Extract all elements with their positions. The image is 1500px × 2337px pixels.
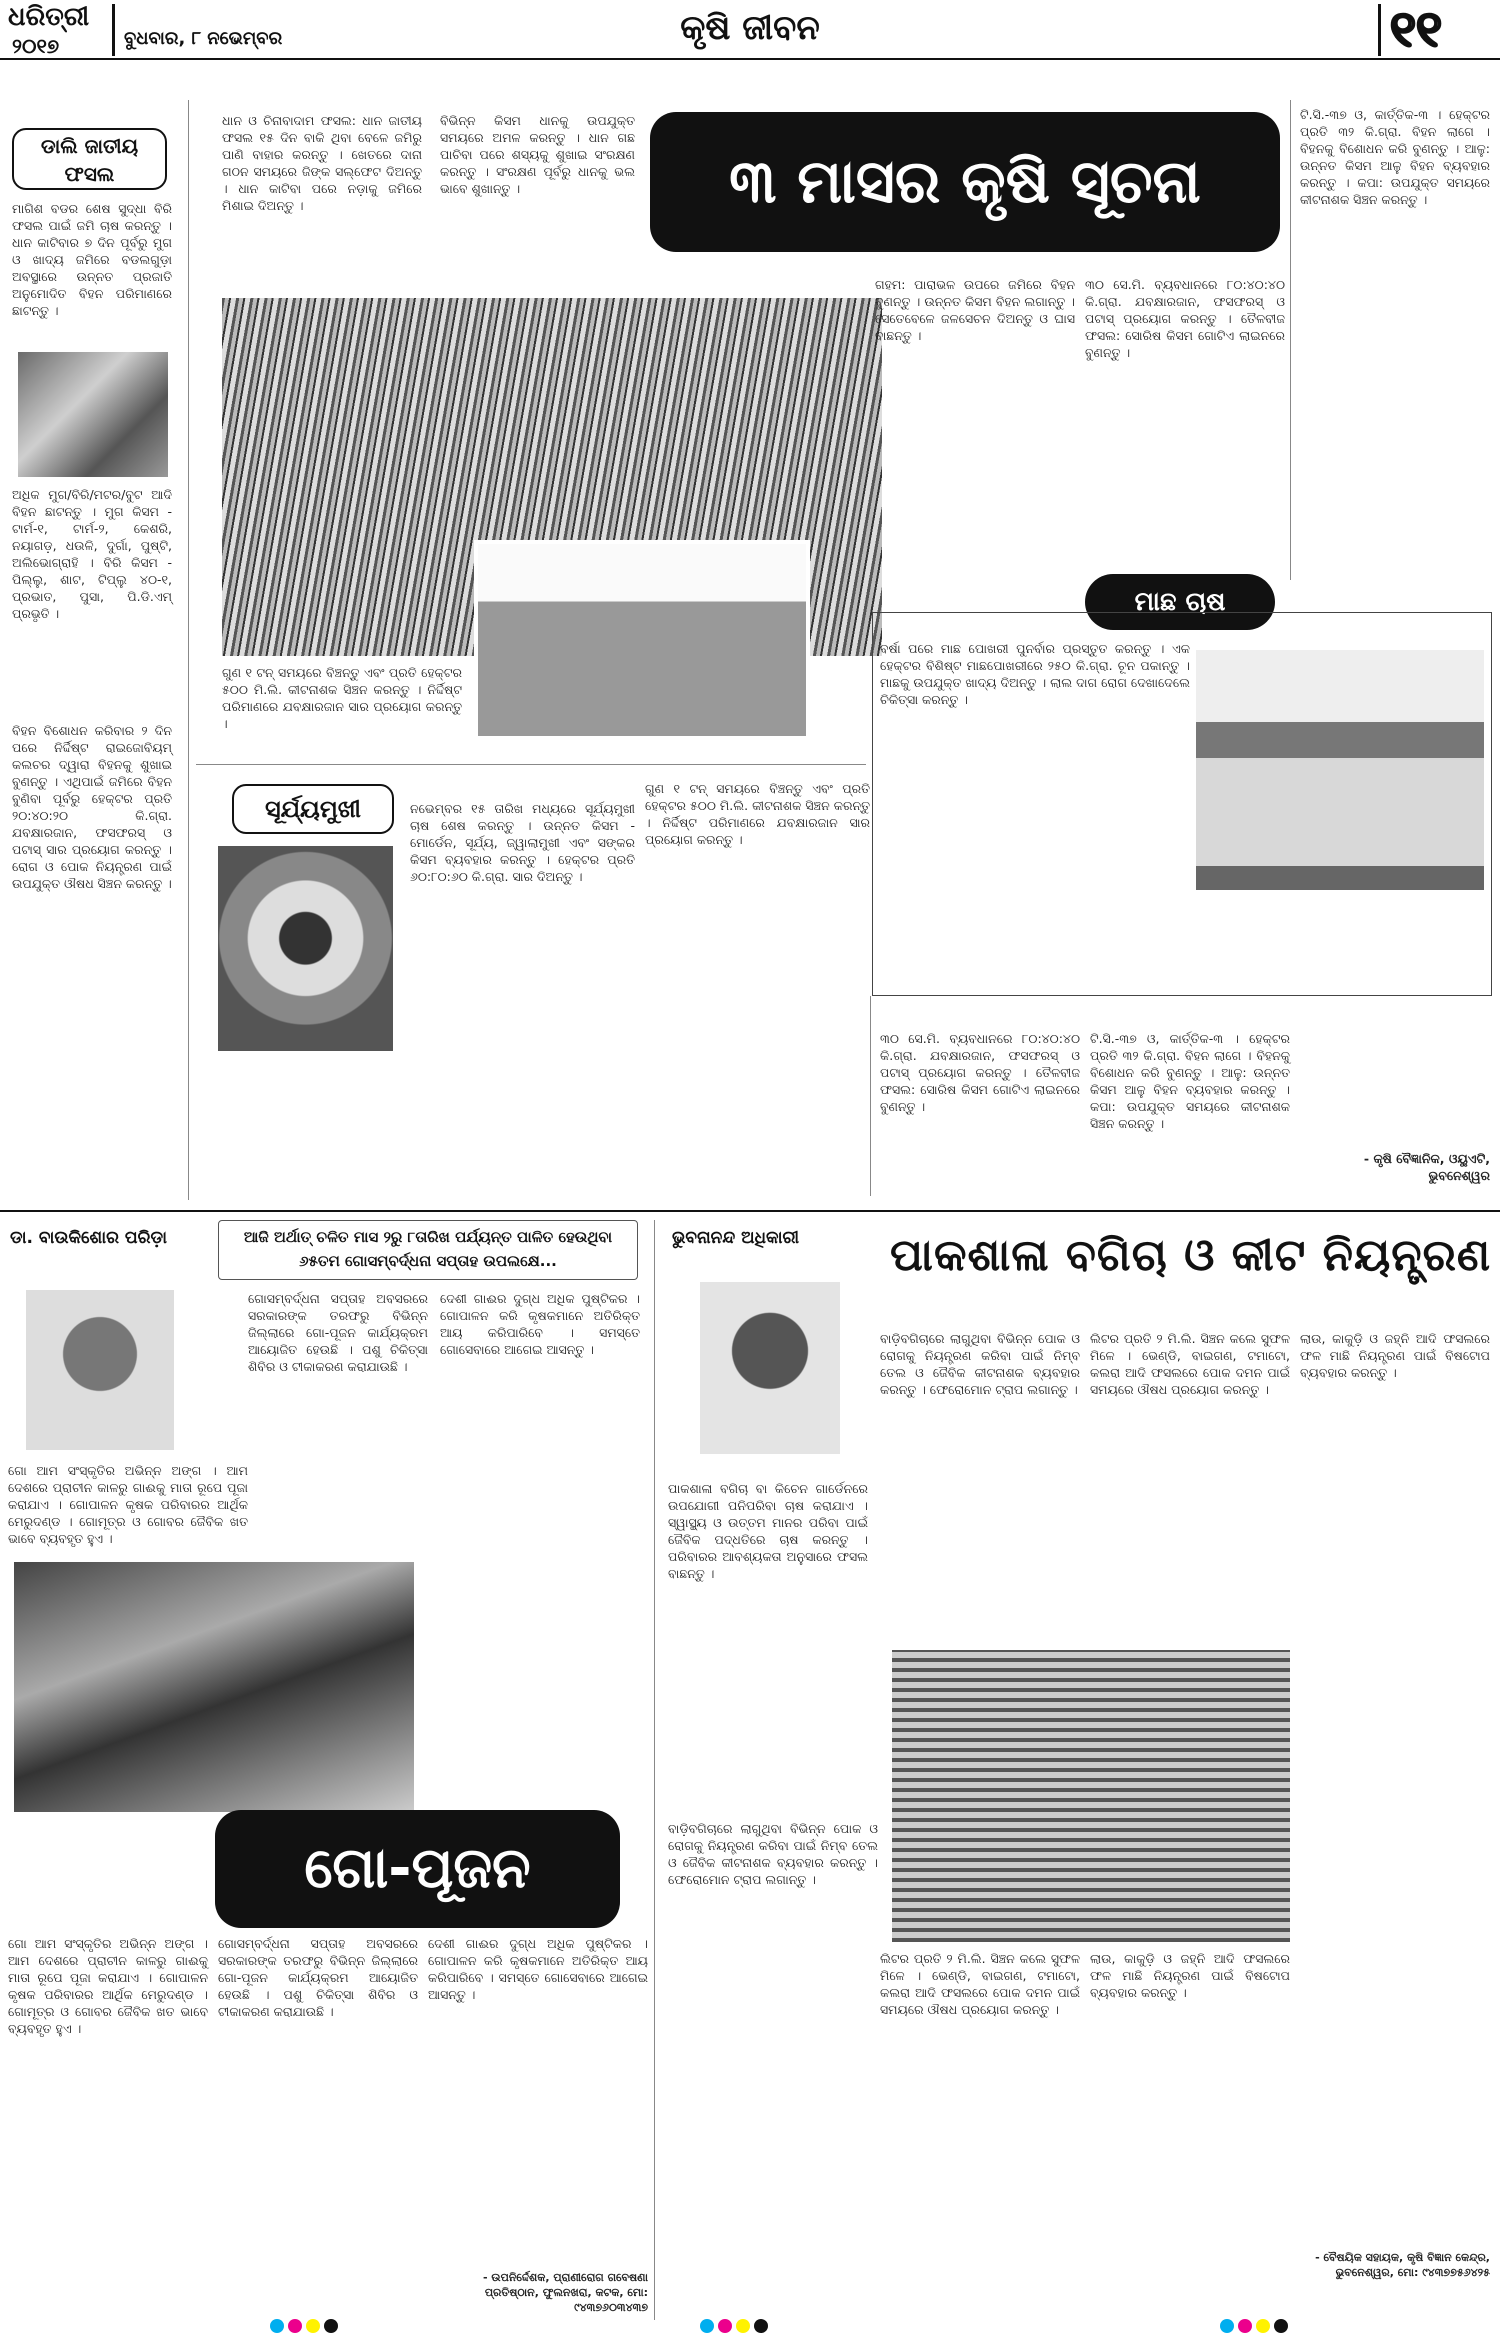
kitchen-text-7-bind: ଲାଉ, କାକୁଡ଼ି ଓ ଜହ୍ନି ଆଦି ଫସଲରେ ଫଳ ମାଛି ନିୟନ୍ତ୍ରଣ ପାଇଁ ବିଷଟୋପ ବ୍ୟବହାର କରନ୍ତୁ । bbox=[1090, 1951, 1290, 2000]
section-name: କୃଷି ଜୀବନ bbox=[680, 8, 820, 48]
kitchen-text-6-bind: ଲିଟର ପ୍ରତି ୨ ମି.ଲି. ସିଞ୍ଚନ କଲେ ସୁଫଳ ମିଳେ । ଭେଣ୍ଡି, ବାଇଗଣ, ଟମାଟୋ, କଲରା ଆଦି ଫସଲରେ ପୋକ ଦମନ ପାଇଁ ସମୟରେ ଔଷଧ ପ୍ରୟୋଗ କରନ୍ତୁ । bbox=[880, 1951, 1080, 2017]
fish-text: ବର୍ଷା ପରେ ମାଛ ପୋଖରୀ ପୁନର୍ବାର ପ୍ରସ୍ତୁତ କରନ୍ତୁ । ଏକ ହେକ୍ଟର ବିଶିଷ୍ଟ ମାଛପୋଖରୀରେ ୨୫୦ କି.ଗ୍ରା. ଚୂନ ପକାନ୍ତୁ । ମାଛକୁ ଉପଯୁକ୍ତ ଖାଦ୍ୟ ଦିଅନ୍ତୁ । ଲାଲ ଦାଗ ରୋଗ ଦେଖାଦେଲେ ଚିକିତ୍ସା କରନ୍ତୁ । bbox=[880, 641, 1190, 707]
fish-label: ମାଛ ଚାଷ bbox=[1134, 587, 1226, 617]
col-rule-6 bbox=[1290, 100, 1291, 580]
gopujan-text-6 bbox=[428, 1935, 648, 2265]
fish-pond-photo bbox=[1196, 650, 1484, 890]
sunflower-photo bbox=[218, 846, 393, 1051]
col4-text-fragment: ଗୁଣ ୧ ଟନ୍ ସମୟରେ ବିଞ୍ଚନ୍ତୁ ଏବଂ ପ୍ରତି ହେକ୍ଟର ୫୦୦ ମି.ଲି. କୀଟନାଶକ ସିଞ୍ଚନ କରନ୍ତୁ । ନିର୍ଦ୍ଦିଷ୍ଟ ପରିମାଣରେ ଯବକ୍ଷାରଜାନ ସାର ପ୍ରୟୋଗ କରନ୍ତୁ । bbox=[222, 665, 462, 731]
registration-marks-left bbox=[270, 2318, 342, 2337]
main-title: ୩ ମାସର କୃଷି ସୂଚନା bbox=[729, 147, 1201, 217]
kitchen-text-2: ବାଡ଼ିବଗିଚାରେ ଲାଗୁଥିବା ବିଭିନ୍ନ ପୋକ ଓ ରୋଗକୁ ନିୟନ୍ତ୍ରଣ କରିବା ପାଇଁ ନିମ୍ବ ତେଲ ଓ ଜୈବିକ କୀଟନାଶକ ବ୍ୟବହାର କରନ୍ତୁ । ଫେରୋମୋନ ଟ୍ରାପ ଲଗାନ୍ତୁ । bbox=[880, 1331, 1080, 1397]
deck-left-box bbox=[218, 1220, 638, 1280]
kitchen-text-7 bbox=[1090, 1950, 1290, 2310]
cow-worship-photo bbox=[14, 1562, 414, 1812]
kitchen-text-6 bbox=[880, 1950, 1080, 2310]
author-photo-right bbox=[700, 1282, 840, 1454]
kitchen-text-5-bind: ବାଡ଼ିବଗିଚାରେ ଲାଗୁଥିବା ବିଭିନ୍ନ ପୋକ ଓ ରୋଗକୁ ନିୟନ୍ତ୍ରଣ କରିବା ପାଇଁ ନିମ୍ବ ତେଲ ଓ ଜୈବିକ କୀଟନାଶକ ବ୍ୟବହାର କରନ୍ତୁ । ଫେରୋମୋନ ଟ୍ରାପ ଲଗାନ୍ତୁ । bbox=[668, 1821, 878, 1887]
col-rule-1 bbox=[188, 100, 189, 1200]
col-bottom-text-2 bbox=[1090, 1030, 1290, 1200]
logo: ଧରିତ୍ରୀ bbox=[8, 2, 90, 32]
page-number-divider bbox=[1378, 4, 1381, 56]
kitchen-garden-photo bbox=[892, 1650, 1290, 1942]
kitchen-text-5 bbox=[668, 1820, 878, 2310]
wheat-photo bbox=[474, 540, 810, 740]
registration-marks-right bbox=[1220, 2318, 1292, 2337]
sunflower-top-rule bbox=[196, 764, 866, 765]
gopujan-text-6-bind: ଦେଶୀ ଗାଈର ଦୁଗ୍ଧ ଅଧିକ ପୁଷ୍ଟିକର । ଗୋପାଳନ କରି କୃଷକମାନେ ଅତିରିକ୍ତ ଆୟ କରିପାରିବେ । ସମସ୍ତେ ଗୋସେବାରେ ଆଗେଇ ଆସନ୍ତୁ । bbox=[428, 1936, 648, 2002]
sunflower-text-2 bbox=[645, 780, 870, 1180]
kitchen-text-3: ଲିଟର ପ୍ରତି ୨ ମି.ଲି. ସିଞ୍ଚନ କଲେ ସୁଫଳ ମିଳେ । ଭେଣ୍ଡି, ବାଇଗଣ, ଟମାଟୋ, କଲରା ଆଦି ଫସଲରେ ପୋକ ଦମନ ପାଇଁ ସମୟରେ ଔଷଧ ପ୍ରୟୋଗ କରନ୍ତୁ । bbox=[1090, 1331, 1290, 1397]
masthead bbox=[0, 0, 1500, 60]
col4-text: ଗହମ: ପାରାଭଳ ଉପରେ ଜମିରେ ବିହନ ବୁଣନ୍ତୁ । ଉନ୍ନତ କିସମ ବିହନ ଲଗାନ୍ତୁ । ସେତେବେଳେ ଜଳସେଚନ ଦିଅନ୍ତୁ ଓ ଘାସ ବାଛନ୍ତୁ । bbox=[875, 277, 1075, 343]
pulses-text-2: ଅଧିକ ମୁଗ/ବିରି/ମଟର/ବୁଟ ଆଦି ବିହନ ଛାଟନ୍ତୁ । ମୁଗ କିସମ - ଟାର୍ମ-୧, ଟାର୍ମ-୨, କେଶରି, ନୟାଗଡ଼, ଧଉଳି, ଦୁର୍ଗା, ପୁଷ୍ଟି, ଅଲିଭୋଗ୍ରାହି । ବିରି କିସମ - ପିଲ୍ଲୁ, ଶାଟ, ଟିପ୍ଲୁ ୪୦-୧, ପ୍ରଭାତ, ପୁସା, ପି.ଡି.ଏମ୍ ପ୍ରଭୃତି । bbox=[12, 487, 172, 621]
col-rule-bottom-top bbox=[870, 996, 871, 1196]
pulses-label: ଡାଲି ଜାତୀୟ ଫସଲ bbox=[40, 134, 139, 186]
kitchen-text-4: ଲାଉ, କାକୁଡ଼ି ଓ ଜହ୍ନି ଆଦି ଫସଲରେ ଫଳ ମାଛି ନିୟନ୍ତ୍ରଣ ପାଇଁ ବିଷଟୋପ ବ୍ୟବହାର କରନ୍ତୁ । bbox=[1300, 1331, 1490, 1380]
section-tag-sunflower bbox=[232, 784, 394, 834]
year: ୨୦୧୭ bbox=[12, 34, 60, 58]
gopujan-title: ଗୋ-ପୂଜନ bbox=[304, 1836, 531, 1901]
deck-left: ଆଜି ଅର୍ଥାତ୍ ଚଳିତ ମାସ ୨ରୁ ୮ତାରିଖ ପର୍ଯ୍ୟନ୍ତ ପାଳିତ ହେଉଥିବା ୬୫ତମ ଗୋସମ୍ବର୍ଦ୍ଧନା ସପ୍ତାହ ଉପଲକ୍ଷେ... bbox=[243, 1228, 613, 1270]
bottom-center-rule bbox=[654, 1220, 655, 2320]
col2-text: ଧାନ ଓ ଚିନାବାଦାମ ଫସଲ: ଧାନ ଜାତୀୟ ଫସଲ ୧୫ ଦିନ ବାକି ଥିବା ବେଳେ ଜମିରୁ ପାଣି ବାହାର କରନ୍ତୁ । ଖେତରେ ଦାନା ଗଠନ ସମୟରେ ଜିଙ୍କ ସଲ୍ଫେଟ ଦିଅନ୍ତୁ । ଧାନ କାଟିବା ପରେ ନଡ଼ାକୁ ଜମିରେ ମିଶାଇ ଦିଅନ୍ତୁ । bbox=[222, 113, 422, 213]
gopujan-text-4-bind: ଗୋ ଆମ ସଂସ୍କୃତିର ଅଭିନ୍ନ ଅଙ୍ଗ । ଆମ ଦେଶରେ ପ୍ରାଚୀନ କାଳରୁ ଗାଈକୁ ମାତା ରୂପେ ପୂଜା କରାଯାଏ । ଗୋପାଳନ କୃଷକ ପରିବାରର ଆର୍ଥିକ ମେରୁଦଣ୍ଡ । ଗୋମୂତ୍ର ଓ ଗୋବର ଜୈବିକ ଖତ ଭାବେ ବ୍ୟବହୃତ ହୁଏ । bbox=[8, 1936, 208, 2036]
gopujan-title-banner bbox=[215, 1810, 620, 1928]
col5-text: ୩୦ ସେ.ମି. ବ୍ୟବଧାନରେ ୮୦:୪୦:୪୦ କି.ଗ୍ରା. ଯବକ୍ଷାରଜାନ, ଫସଫରସ୍ ଓ ପଟାସ୍ ପ୍ରୟୋଗ କରନ୍ତୁ । ତୈଳବୀଜ ଫସଲ: ସୋରିଷ କିସମ ଗୋଟିଏ ଲାଇନରେ ବୁଣନ୍ତୁ । bbox=[1085, 277, 1285, 360]
col3-text: ବିଭିନ୍ନ କିସମ ଧାନକୁ ଉପଯୁକ୍ତ ସମୟରେ ଅମଳ କରନ୍ତୁ । ଧାନ ଗଛ ପାଚିବା ପରେ ଶସ୍ୟକୁ ଶୁଖାଇ ସଂରକ୍ଷଣ କରନ୍ତୁ । ସଂରକ୍ଷଣ ପୂର୍ବରୁ ଧାନକୁ ଭଲ ଭାବେ ଶୁଖାନ୍ତୁ । bbox=[440, 113, 635, 196]
page-number: ୧୧ bbox=[1390, 0, 1443, 58]
col6-text: ଟି.ସି.-୩୭ ଓ, କାର୍ତ୍ତିକ-୩ । ହେକ୍ଟର ପ୍ରତି ୩୨ କି.ଗ୍ରା. ବିହନ ଲାଗେ । ବିହନକୁ ବିଶୋଧନ କରି ବୁଣନ୍ତୁ । ଆଳୁ: ଉନ୍ନତ କିସମ ଆଳୁ ବିହନ ବ୍ୟବହାର କରନ୍ତୁ । କପା: ଉପଯୁକ୍ତ ସମୟରେ କୀଟନାଶକ ସିଞ୍ଚନ କରନ୍ତୁ । bbox=[1300, 107, 1490, 207]
pulses-text: ମାଗିଶ ବଡର ଶେଷ ସୁଦ୍ଧା ବିରି ଫସଲ ପାଇଁ ଜମି ଚାଷ କରନ୍ତୁ । ଧାନ କାଟିବାର ୭ ଦିନ ପୂର୍ବରୁ ମୁଗ ଓ ଖାଦ୍ୟ ଜମିରେ ବଡଲଗୁଡ଼ା ଅବସ୍ଥାରେ ଉନ୍ନତ ପ୍ରଜାତି ଅନୁମୋଦିତ ବିହନ ପରିମାଣରେ ଛାଟନ୍ତୁ । bbox=[12, 201, 172, 318]
kitchen-title: ପାକଶାଳା ବଗିଚା ଓ କୀଟ ନିୟନ୍ତ୍ରଣ bbox=[890, 1230, 1492, 1281]
pulses-text-3: ବିହନ ବିଶୋଧନ କରିବାର ୨ ଦିନ ପରେ ନିର୍ଦ୍ଦିଷ୍ଟ ରାଇଜୋବିୟମ୍ କଲଚର ଦ୍ୱାରା ବିହନକୁ ଶୁଖାଇ ବୁଣନ୍ତୁ । ଏଥିପାଇଁ ଜମିରେ ବିହନ ବୁଣିବା ପୂର୍ବରୁ ହେକ୍ଟର ପ୍ରତି ୨୦:୪୦:୨୦ କି.ଗ୍ରା. ଯବକ୍ଷାରଜାନ, ଫସଫରସ୍ ଓ ପଟାସ୍ ସାର ପ୍ରୟୋଗ କରନ୍ତୁ । ରୋଗ ଓ ପୋକ ନିୟନ୍ତ୍ରଣ ପାଇଁ ଉପଯୁକ୍ତ ଔଷଧ ସିଞ୍ଚନ କରନ୍ତୁ । bbox=[12, 723, 172, 891]
gopujan-text-1: ଗୋ ଆମ ସଂସ୍କୃତିର ଅଭିନ୍ନ ଅଙ୍ଗ । ଆମ ଦେଶରେ ପ୍ରାଚୀନ କାଳରୁ ଗାଈକୁ ମାତା ରୂପେ ପୂଜା କରାଯାଏ । ଗୋପାଳନ କୃଷକ ପରିବାରର ଆର୍ଥିକ ମେରୁଦଣ୍ଡ । ଗୋମୂତ୍ର ଓ ଗୋବର ଜୈବିକ ଖତ ଭାବେ ବ୍ୟବହୃତ ହୁଏ । bbox=[8, 1463, 248, 1546]
col-bottom-text-2-bind: ଟି.ସି.-୩୭ ଓ, କାର୍ତ୍ତିକ-୩ । ହେକ୍ଟର ପ୍ରତି ୩୨ କି.ଗ୍ରା. ବିହନ ଲାଗେ । ବିହନକୁ ବିଶୋଧନ କରି ବୁଣନ୍ତୁ । ଆଳୁ: ଉନ୍ନତ କିସମ ଆଳୁ ବିହନ ବ୍ୟବହାର କରନ୍ତୁ । କପା: ଉପଯୁକ୍ତ ସମୟରେ କୀଟନାଶକ ସିଞ୍ଚନ କରନ୍ତୁ । bbox=[1090, 1031, 1290, 1131]
pulses-photo bbox=[18, 352, 168, 477]
paddy-caption-text bbox=[222, 664, 462, 774]
kitchen-credit: - ବୈଷୟିକ ସହାୟକ, କୃଷି ବିଜ୍ଞାନ କେନ୍ଦ୍ର, ଭୁବନେଶ୍ୱର, ମୋ: ୯୪୩୭୭୫୬୪୨୫ bbox=[1315, 2251, 1490, 2279]
author-right: ଭୁବନାନନ୍ଦ ଅଧିକାରୀ bbox=[672, 1228, 800, 1248]
gopujan-text-5-bind: ଗୋସମ୍ବର୍ଦ୍ଧନା ସପ୍ତାହ ଅବସରରେ ସରକାରଙ୍କ ତରଫରୁ ବିଭିନ୍ନ ଜିଲ୍ଲାରେ ଗୋ-ପୂଜନ କାର୍ଯ୍ୟକ୍ରମ ଆୟୋଜିତ ହେଉଛି । ପଶୁ ଚିକିତ୍ସା ଶିବିର ଓ ଟୀକାକରଣ କରାଯାଉଛି । bbox=[218, 1936, 418, 2019]
col-bottom-text-1-bind: ୩୦ ସେ.ମି. ବ୍ୟବଧାନରେ ୮୦:୪୦:୪୦ କି.ଗ୍ରା. ଯବକ୍ଷାରଜାନ, ଫସଫରସ୍ ଓ ପଟାସ୍ ପ୍ରୟୋଗ କରନ୍ତୁ । ତୈଳବୀଜ ଫସଲ: ସୋରିଷ କିସମ ଗୋଟିଏ ଲାଇନରେ ବୁଣନ୍ତୁ । bbox=[880, 1031, 1080, 1114]
sunflower-label: ସୂର୍ଯ୍ୟମୁଖୀ bbox=[265, 795, 361, 823]
gopujan-text-2: ଗୋସମ୍ବର୍ଦ୍ଧନା ସପ୍ତାହ ଅବସରରେ ସରକାରଙ୍କ ତରଫରୁ ବିଭିନ୍ନ ଜିଲ୍ଲାରେ ଗୋ-ପୂଜନ କାର୍ଯ୍ୟକ୍ରମ ଆୟୋଜିତ ହେଉଛି । ପଶୁ ଚିକିତ୍ସା ଶିବିର ଓ ଟୀକାକରଣ କରାଯାଉଛି । bbox=[248, 1291, 428, 1374]
top-credit: - କୃଷି ବୈଜ୍ଞାନିକ, ଓୟୁଏଟି, ଭୁବନେଶ୍ୱର bbox=[1363, 1151, 1490, 1183]
page-divider bbox=[0, 1210, 1500, 1212]
author-photo-left bbox=[26, 1290, 174, 1450]
gopujan-text-4 bbox=[8, 1935, 208, 2315]
section-tag-pulses bbox=[12, 128, 167, 190]
gopujan-text-5 bbox=[218, 1935, 418, 2315]
col-bottom-text-1 bbox=[880, 1030, 1080, 1200]
sunflower-text: ନଭେମ୍ବର ୧୫ ତାରିଖ ମଧ୍ୟରେ ସୂର୍ଯ୍ୟମୁଖୀ ଚାଷ ଶେଷ କରନ୍ତୁ । ଉନ୍ନତ କିସମ - ମୋର୍ଡେନ, ସୂର୍ଯ୍ୟ, ଜ୍ୱାଲାମୁଖୀ ଏବଂ ସଙ୍କର କିସମ ବ୍ୟବହାର କରନ୍ତୁ । ହେକ୍ଟର ପ୍ରତି ୬୦:୮୦:୬୦ କି.ଗ୍ରା. ସାର ଦିଅନ୍ତୁ । bbox=[410, 801, 635, 884]
sunflower-text-continued: ଗୁଣ ୧ ଟନ୍ ସମୟରେ ବିଞ୍ଚନ୍ତୁ ଏବଂ ପ୍ରତି ହେକ୍ଟର ୫୦୦ ମି.ଲି. କୀଟନାଶକ ସିଞ୍ଚନ କରନ୍ତୁ । ନିର୍ଦ୍ଦିଷ୍ଟ ପରିମାଣରେ ଯବକ୍ଷାରଜାନ ସାର ପ୍ରୟୋଗ କରନ୍ତୁ । bbox=[645, 781, 870, 847]
main-title-banner bbox=[650, 112, 1280, 252]
kitchen-text-1: ପାକଶାଳା ବଗିଚା ବା କିଚେନ ଗାର୍ଡେନରେ ଉପଯୋଗୀ ପନିପରିବା ଚାଷ କରାଯାଏ । ସ୍ୱାସ୍ଥ୍ୟ ଓ ଉତ୍ତମ ମାନର ପରିବା ପାଇଁ ଜୈବିକ ପଦ୍ଧତିରେ ଚାଷ କରନ୍ତୁ । ପରିବାରର ଆବଶ୍ୟକତା ଅନୁସାରେ ଫସଲ ବାଛନ୍ତୁ । bbox=[668, 1481, 868, 1581]
gopujan-text-3: ଦେଶୀ ଗାଈର ଦୁଗ୍ଧ ଅଧିକ ପୁଷ୍ଟିକର । ଗୋପାଳନ କରି କୃଷକମାନେ ଅତିରିକ୍ତ ଆୟ କରିପାରିବେ । ସମସ୍ତେ ଗୋସେବାରେ ଆଗେଇ ଆସନ୍ତୁ । bbox=[440, 1291, 640, 1357]
masthead-divider bbox=[112, 4, 115, 56]
issue-date: ବୁଧବାର, ୮ ନଭେମ୍ବର bbox=[124, 28, 283, 49]
author-left: ଡା. ବାଉକିଶୋର ପରିଡ଼ା bbox=[10, 1228, 167, 1248]
gopujan-credit: - ଉପନିର୍ଦ୍ଦେଶକ, ପ୍ରାଣୀରୋଗ ଗବେଷଣା ପ୍ରତିଷ୍ଠାନ, ଫୁଲନଖରା, କଟକ, ମୋ: ୯୪୩୭୬୦୩୪୩୭ bbox=[483, 2271, 648, 2314]
registration-marks-center bbox=[700, 2318, 772, 2337]
